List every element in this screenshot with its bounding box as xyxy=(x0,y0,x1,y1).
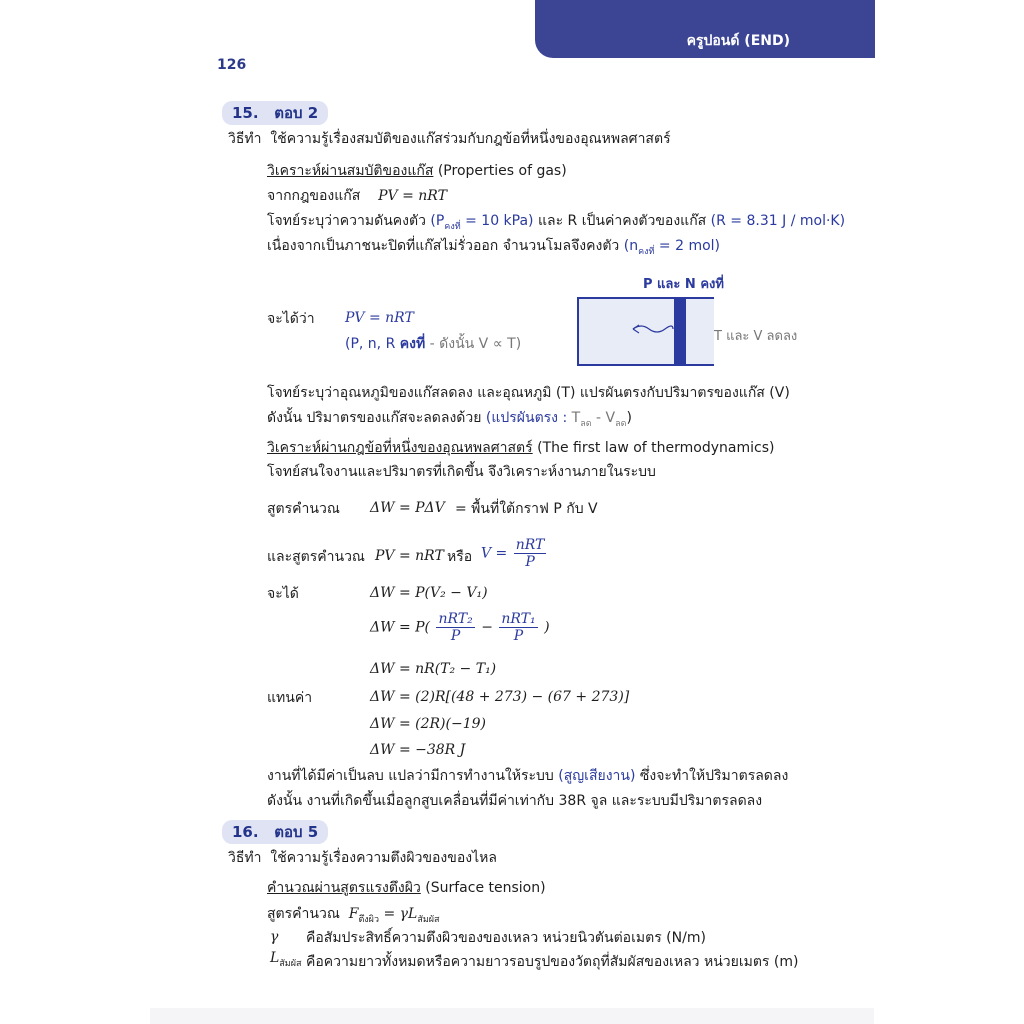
temperature-line: โจทย์ระบุว่าอุณหภูมิของแก๊สลดลง และอุณหภูมิ (T) แปรผันตรงกับปริมาตรของแก๊ส (V) xyxy=(267,385,790,401)
work-analysis-line: โจทย์สนใจงานและปริมาตรที่เกิดขึ้น จึงวิเคราะห์งานภายในระบบ xyxy=(267,464,656,480)
piston xyxy=(674,299,686,364)
section-title-en: (Properties of gas) xyxy=(437,163,567,179)
given-moles-text: เนื่องจากเป็นภาชนะปิดที่แก๊สไม่รั่วออก จำนวนโมลจึงคงตัว xyxy=(267,238,620,254)
given-moles-line xyxy=(267,237,720,261)
gas-constant-text: และ R เป็นค่าคงตัวของแก๊ส xyxy=(537,213,707,229)
result-equation: PV = nRT xyxy=(345,310,414,326)
method-line-15 xyxy=(228,130,671,148)
section-title: วิเคราะห์ผ่านสมบัติของแก๊ส xyxy=(267,163,434,179)
answer-label: ตอบ 5 xyxy=(274,823,319,841)
formula1-description: = พื้นที่ใต้กราฟ P กับ V xyxy=(455,501,598,517)
conclusion-line-1: งานที่ได้มีค่าเป็นลบ แปลว่ามีการทำงานให้ระบบ (สูญเสียงาน) ซึ่งจะทำให้ปริมาตรลดลง xyxy=(267,768,789,784)
gas-law-line xyxy=(267,187,447,205)
gas-law-label: จากกฎของแก๊ส xyxy=(267,188,361,204)
bottom-band xyxy=(150,1008,874,1024)
answer-label: ตอบ 2 xyxy=(274,104,319,122)
calc-step-3: ΔW = nR(T₂ − T₁) xyxy=(370,661,497,677)
substitute-label: แทนค่า xyxy=(267,690,313,706)
formula1-label: สูตรคำนวณ xyxy=(267,501,340,517)
given-pressure-line xyxy=(267,212,845,236)
substitute-step-2: ΔW = (2R)(−19) xyxy=(370,716,486,732)
length-symbol: $L_{สัมผัส}$ xyxy=(270,950,302,969)
length-description: คือความยาวทั้งหมดหรือความยาวรอบรูปของวัตถุที่สัมผัสของเหลว หน่วยเมตร (m) xyxy=(306,954,799,970)
formula2-volume: V = $\frac{\text{nRT}}{P}$ xyxy=(481,537,545,570)
method-text: ใช้ความรู้เรื่องสมบัติของแก๊สร่วมกับกฎข้อที่หนึ่งของอุณหพลศาสตร์ xyxy=(270,131,671,147)
volume-line: ดังนั้น ปริมาตรของแก๊สจะลดลงด้วย (แปรผันตรง : $T_{ลด} - V_{ลด}$) xyxy=(267,410,632,429)
method-label: วิธีทำ xyxy=(228,131,262,147)
method-line-16: วิธีทำ ใช้ความรู้เรื่องความตึงผิวของของไหล xyxy=(228,850,497,866)
page-number: 126 xyxy=(217,57,247,73)
surface-tension-formula-line: สูตรคำนวณ $F_{ตึงผิว} = \gamma L_{สัมผัส}$ xyxy=(267,906,440,925)
header-title: ครูปอนด์ (END) xyxy=(686,33,790,49)
section-first-law: วิเคราะห์ผ่านกฎข้อที่หนึ่งของอุณหพลศาสตร์ (The first law of thermodynamics) xyxy=(267,440,775,456)
substitute-step-3: ΔW = −38R J xyxy=(370,742,466,758)
gas-law-equation: PV = nRT xyxy=(378,188,447,204)
formula1-equation: ΔW = PΔV xyxy=(370,500,445,516)
moles-value: ($n_{คงที่} = 2$ mol) xyxy=(623,238,720,257)
result-label: จะได้ว่า xyxy=(267,311,315,327)
gamma-description: คือสัมประสิทธิ์ความตึงผิวของของเหลว หน่วยนิวตันต่อเมตร (N/m) xyxy=(306,930,706,946)
diagram-top-label: P และ N คงที่ xyxy=(643,277,724,292)
substitute-step-1: ΔW = (2)R[(48 + 273) − (67 + 273)] xyxy=(370,689,630,705)
result-note: (P, n, R คงที่ - ดังนั้น V ∝ T) xyxy=(345,336,522,352)
question-number: 16. xyxy=(232,823,259,841)
diagram-right-label: T และ V ลดลง xyxy=(714,329,798,344)
formula2-label: และสูตรคำนวณ xyxy=(267,549,365,565)
question-number: 15. xyxy=(232,104,259,122)
formula2-or: หรือ xyxy=(447,549,473,565)
formula2-equation: PV = nRT xyxy=(375,548,444,564)
section-surface-tension: คำนวณผ่านสูตรแรงตึงผิว (Surface tension) xyxy=(267,880,546,896)
gamma-symbol: γ xyxy=(270,929,279,945)
given-pressure-text: โจทย์ระบุว่าความดันคงตัว xyxy=(267,213,426,229)
calc-label: จะได้ xyxy=(267,586,299,602)
piston-cylinder-diagram xyxy=(577,297,714,366)
pressure-value: ($P_{คงที่} = 10$ kPa) xyxy=(430,213,534,232)
question-16-badge xyxy=(222,820,328,844)
section-properties-of-gas xyxy=(267,162,567,180)
piston-motion-arrow-icon xyxy=(629,321,675,337)
calc-step-1: ΔW = P(V₂ − V₁) xyxy=(370,585,488,601)
calc-step-2: ΔW = P( $\frac{\text{nRT₂}}{P}$ − $\frac{\text{nRT₁}}{P}$ ) xyxy=(370,611,550,644)
conclusion-line-2: ดังนั้น งานที่เกิดขึ้นเมื่อลูกสูบเคลื่อนที่มีค่าเท่ากับ 38R จูล และระบบมีปริมาตรลดลง xyxy=(267,793,763,809)
gas-constant-value: (R = 8.31 J / mol·K) xyxy=(710,213,846,229)
question-15-badge xyxy=(222,101,328,125)
